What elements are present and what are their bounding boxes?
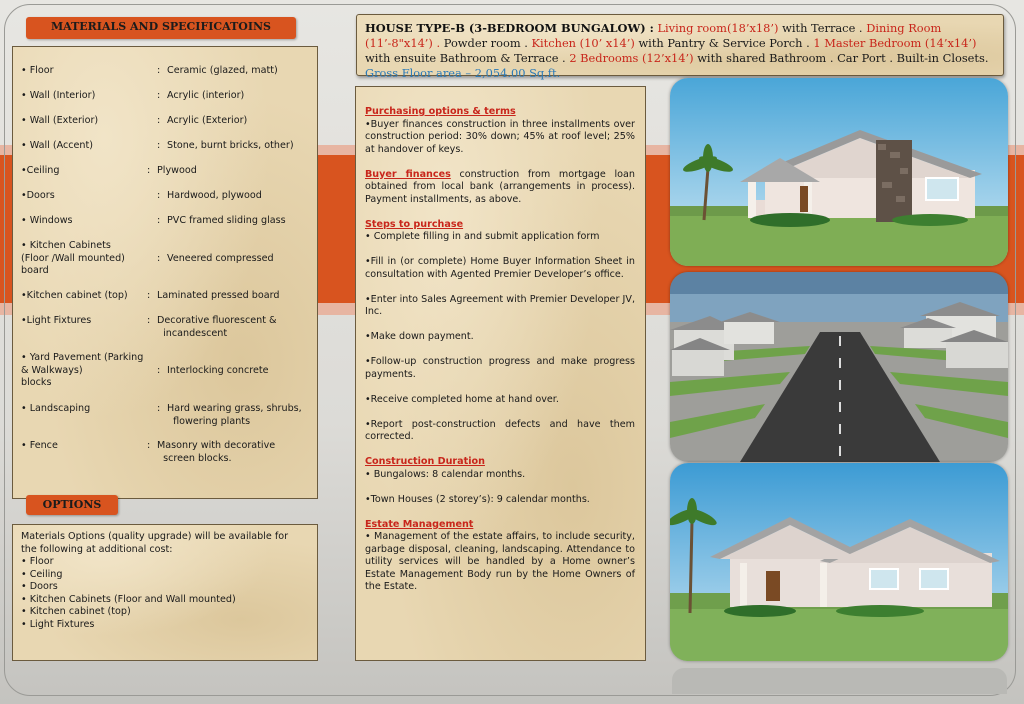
spec-value: Acrylic (Exterior) bbox=[167, 115, 248, 126]
spec-value: Ceramic (glazed, matt) bbox=[167, 65, 278, 76]
spec-label: • Windows bbox=[21, 215, 73, 226]
spec-value: Veneered compressed bbox=[167, 252, 274, 264]
spec-label: •Doors bbox=[21, 190, 55, 201]
spec-label: •Ceiling bbox=[21, 165, 60, 176]
spec-label: • Floor bbox=[21, 65, 54, 76]
option-line: • Light Fixtures bbox=[21, 618, 95, 630]
estate-street-render bbox=[670, 272, 1008, 462]
spec-colon: : bbox=[157, 90, 161, 101]
option-line: • Kitchen cabinet (top) bbox=[21, 606, 131, 617]
bungalow-render-front bbox=[670, 78, 1008, 266]
spec-value: Decorative fluorescent & incandescent bbox=[157, 315, 277, 339]
duration-list bbox=[365, 469, 635, 507]
buyer-finances-text: construction from mortgage loan obtained from local bank (arrangements in process). Payment installments, as above. bbox=[365, 168, 636, 205]
duration-title: Construction Duration bbox=[365, 456, 485, 467]
spec-label: • Fence bbox=[21, 440, 58, 451]
terms-panel bbox=[355, 86, 646, 661]
dining-room: Dining Room (11’-8"x14’) . bbox=[365, 21, 942, 50]
kitchen: Kitchen (10’ x14’) bbox=[531, 36, 635, 50]
house-type-header bbox=[356, 14, 1004, 80]
spec-value: Stone, burnt bricks, other) bbox=[167, 140, 294, 151]
spec-label: •Light Fixtures bbox=[21, 315, 92, 326]
buyer-finances-title: Buyer finances bbox=[365, 168, 451, 180]
options-tab: OPTIONS bbox=[26, 495, 118, 515]
shared-bath-text: with shared Bathroom . Car Port . Built-in Closets. bbox=[697, 51, 989, 65]
spec-label: •Kitchen cabinet (top) bbox=[21, 290, 128, 301]
spec-value: Acrylic (interior) bbox=[167, 90, 245, 101]
spec-label: • Landscaping bbox=[21, 403, 91, 414]
option-line: the following at additional cost: bbox=[21, 543, 173, 555]
step-item: • Complete filling in and submit application form bbox=[365, 231, 600, 242]
step-item: •Follow-up construction progress and make progress payments. bbox=[365, 356, 635, 380]
spec-colon: : bbox=[147, 440, 151, 451]
spec-label: • Wall (Interior) bbox=[21, 90, 96, 101]
duration-item: • Bungalows: 8 calendar months. bbox=[365, 468, 526, 480]
master-bedroom: 1 Master Bedroom (14’x14’) bbox=[813, 36, 977, 50]
estate-title: Estate Management bbox=[365, 518, 474, 530]
spec-colon: : bbox=[157, 403, 161, 414]
purchasing-title: Purchasing options & terms bbox=[365, 106, 516, 117]
spec-colon: : bbox=[157, 364, 161, 376]
buyer-finances-paragraph bbox=[365, 169, 635, 207]
bedrooms: 2 Bedrooms (12’x14’) bbox=[569, 51, 694, 65]
living-room: Living room(18’x18’) bbox=[657, 21, 779, 35]
options-panel bbox=[12, 524, 318, 661]
spec-label: • Wall (Exterior) bbox=[21, 115, 99, 126]
spec-value: PVC framed sliding glass bbox=[167, 215, 286, 226]
spec-colon: : bbox=[147, 290, 151, 301]
spec-label: • Kitchen Cabinets (Floor /Wall mounted) board bbox=[21, 240, 125, 276]
spec-value: Hardwood, plywood bbox=[167, 190, 262, 201]
step-item: •Report post-construction defects and have them corrected. bbox=[365, 418, 635, 442]
option-line: • Doors bbox=[21, 581, 58, 592]
materials-panel bbox=[12, 46, 318, 499]
spec-value: Laminated pressed board bbox=[157, 290, 280, 301]
steps-title: Steps to purchase bbox=[365, 218, 464, 230]
steps-list bbox=[365, 231, 635, 444]
spec-colon: : bbox=[157, 252, 161, 264]
spec-label: • Wall (Accent) bbox=[21, 140, 94, 151]
house-type-title: HOUSE TYPE-B (3-BEDROOM BUNGALOW) : bbox=[365, 21, 654, 35]
spec-colon: : bbox=[147, 315, 151, 326]
option-line: • Floor bbox=[21, 556, 54, 567]
spec-value: Interlocking concrete bbox=[167, 364, 269, 376]
estate-text: • Management of the estate affairs, to include security, garbage disposal, cleaning, landscaping. Attendance to utility services will be handled by a Home owner’s Estate Management Body run by the Home Owners of the Estate. bbox=[365, 531, 635, 592]
bottom-image-strip bbox=[672, 668, 1007, 694]
terrace-text: with Terrace . bbox=[782, 21, 863, 35]
ensuite-text: with ensuite Bathroom & Terrace . bbox=[365, 51, 566, 65]
materials-tab: MATERIALS AND SPECIFICATOINS bbox=[26, 17, 296, 39]
spec-label: • Yard Pavement (Parking & Walkways) blocks bbox=[21, 352, 144, 388]
purchasing-text: •Buyer finances construction in three installments over construction period: 30% down; 45% at roof level; 25% at handover of keys. bbox=[365, 118, 635, 155]
step-item: •Receive completed home at hand over. bbox=[365, 393, 559, 405]
spec-colon: : bbox=[157, 190, 161, 201]
spec-value: Hard wearing grass, shrubs, flowering plants bbox=[167, 403, 302, 427]
duration-item: •Town Houses (2 storey’s): 9 calendar months. bbox=[365, 493, 590, 505]
spec-colon: : bbox=[147, 165, 151, 176]
option-line: Materials Options (quality upgrade) will be available for bbox=[21, 531, 289, 542]
spec-value: Masonry with decorative screen blocks. bbox=[157, 440, 276, 464]
spec-value: Plywood bbox=[157, 165, 197, 176]
gross-floor-area: Gross Floor area – 2,054.00 Sq.ft. bbox=[365, 66, 561, 80]
spec-colon: : bbox=[157, 140, 161, 151]
option-line: • Ceiling bbox=[21, 568, 63, 580]
spec-colon: : bbox=[157, 65, 161, 76]
spec-colon: : bbox=[157, 115, 161, 126]
spec-colon: : bbox=[157, 215, 161, 226]
pantry-text: with Pantry & Service Porch . bbox=[638, 36, 810, 50]
step-item: •Make down payment. bbox=[365, 331, 474, 342]
step-item: •Fill in (or complete) Home Buyer Information Sheet in consultation with Agented Premier Developer’s office. bbox=[365, 256, 635, 280]
step-item: •Enter into Sales Agreement with Premier Developer JV, Inc. bbox=[365, 293, 635, 317]
bungalow-render-side bbox=[670, 463, 1008, 661]
option-line: • Kitchen Cabinets (Floor and Wall mounted) bbox=[21, 593, 236, 605]
powder-room: Powder room . bbox=[443, 36, 528, 50]
